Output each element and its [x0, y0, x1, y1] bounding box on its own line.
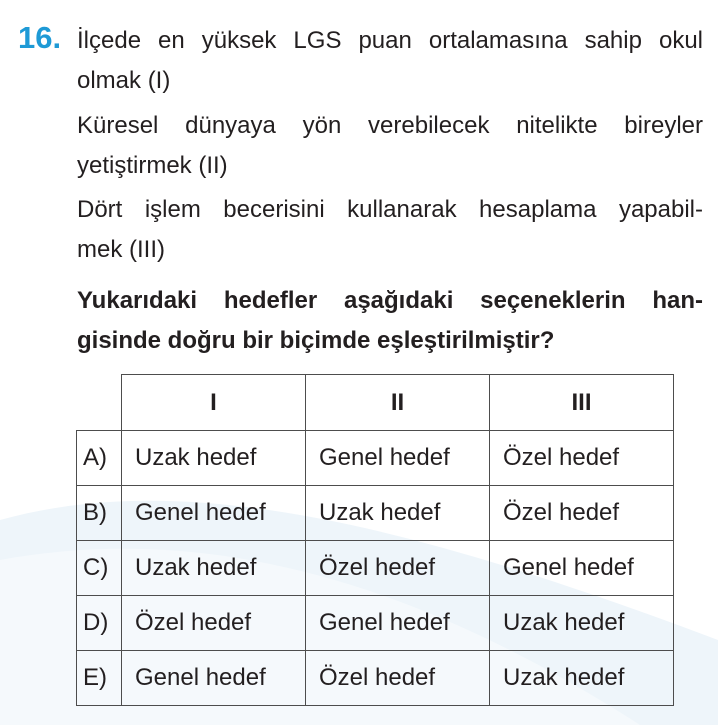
cell-ii: Özel hedef	[306, 651, 490, 706]
cell-iii: Özel hedef	[490, 431, 674, 486]
cell-ii: Genel hedef	[306, 596, 490, 651]
answer-table	[76, 374, 674, 706]
option-row-a[interactable]	[77, 431, 674, 486]
statement-2-line-1: Küresel dünyaya yön verebilecek nitelikte bireyler	[77, 112, 703, 139]
cell-ii: Genel hedef	[306, 431, 490, 486]
cell-iii: Uzak hedef	[490, 651, 674, 706]
statement-1-line-2: olmak (I)	[77, 67, 171, 94]
cell-i: Uzak hedef	[122, 541, 306, 596]
cell-i: Uzak hedef	[122, 431, 306, 486]
option-row-d[interactable]	[77, 596, 674, 651]
header-row	[77, 375, 674, 431]
header-iii: III	[490, 375, 674, 431]
statement-1-line-1: İlçede en yüksek LGS puan ortalamasına sahip okul	[77, 27, 703, 54]
option-label[interactable]: A)	[77, 431, 122, 486]
option-row-e[interactable]	[77, 651, 674, 706]
option-label[interactable]: D)	[77, 596, 122, 651]
cell-iii: Genel hedef	[490, 541, 674, 596]
cell-ii: Özel hedef	[306, 541, 490, 596]
statement-3-line-1: Dört işlem becerisini kullanarak hesaplama yapabil-	[77, 196, 703, 223]
statement-3-line-2: mek (III)	[77, 236, 165, 263]
option-label[interactable]: C)	[77, 541, 122, 596]
corner-blank	[77, 375, 122, 431]
option-label[interactable]: B)	[77, 486, 122, 541]
cell-iii: Uzak hedef	[490, 596, 674, 651]
question-prompt-line-1: Yukarıdaki hedefler aşağıdaki seçeneklerin han-	[77, 287, 703, 314]
statement-2-line-2: yetiştirmek (II)	[77, 152, 228, 179]
cell-i: Genel hedef	[122, 486, 306, 541]
option-label[interactable]: E)	[77, 651, 122, 706]
cell-iii: Özel hedef	[490, 486, 674, 541]
option-row-b[interactable]	[77, 486, 674, 541]
header-ii: II	[306, 375, 490, 431]
cell-i: Genel hedef	[122, 651, 306, 706]
header-i: I	[122, 375, 306, 431]
question-prompt-line-2: gisinde doğru bir biçimde eşleştirilmiştir?	[77, 327, 555, 354]
cell-i: Özel hedef	[122, 596, 306, 651]
cell-ii: Uzak hedef	[306, 486, 490, 541]
question-number: 16.	[18, 20, 62, 55]
option-row-c[interactable]	[77, 541, 674, 596]
